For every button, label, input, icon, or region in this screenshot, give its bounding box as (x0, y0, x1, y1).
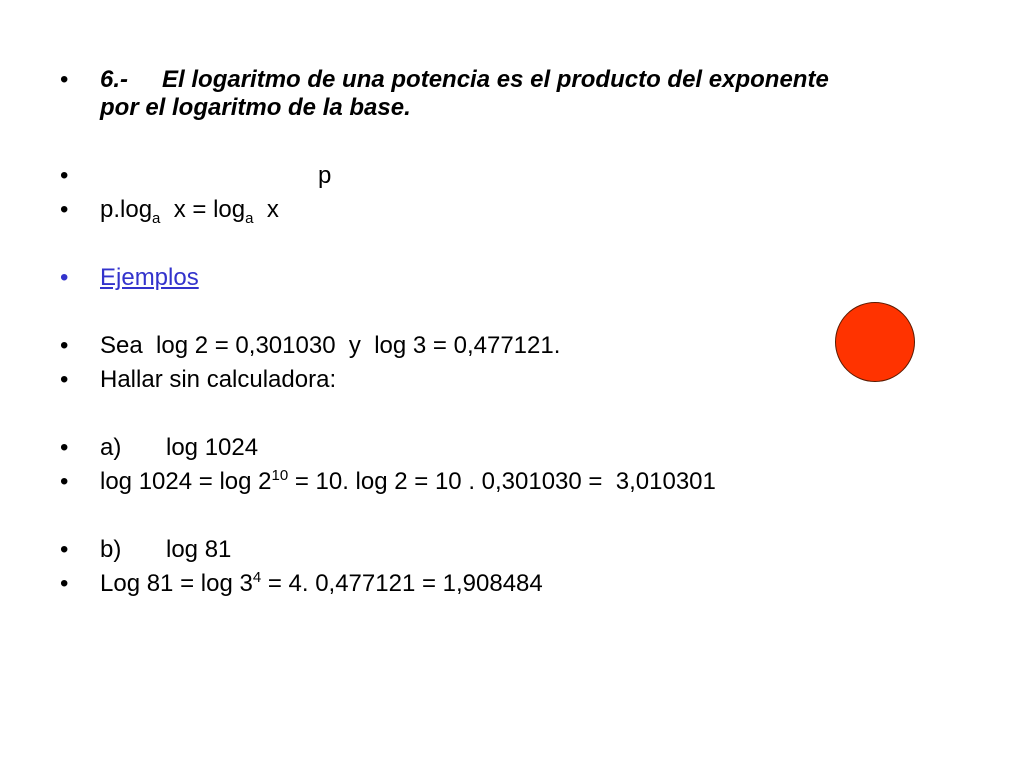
formula-left-prefix: p.log (100, 196, 153, 223)
bullet: • (60, 536, 69, 563)
bullet: • (60, 434, 69, 461)
heading-line1-text: El logaritmo de una potencia es el producto del exponente (162, 66, 829, 93)
heading-number: 6.- (100, 66, 129, 93)
bullet: • (60, 468, 69, 495)
part-b-solution-post: = 4. 0,477121 = 1,908484 (261, 570, 543, 597)
formula-arg-1: x (173, 196, 186, 223)
heading-line2-text: por el logaritmo de la base. (100, 94, 411, 121)
formula-base-1: a (152, 210, 161, 227)
given-text: Sea log 2 = 0,301030 y log 3 = 0,477121. (100, 332, 561, 359)
part-b-solution-exp: 4 (252, 569, 262, 586)
bullet: • (60, 332, 69, 359)
bullet: • (60, 162, 69, 189)
part-a-expr: log 1024 (166, 434, 259, 461)
part-a-solution-exp: 10 (271, 467, 289, 484)
formula-exponent: p (318, 162, 332, 189)
part-b-solution (100, 570, 543, 601)
bullet: • (60, 366, 69, 393)
part-b-expr: log 81 (166, 536, 232, 563)
formula-equals: = log (192, 196, 246, 223)
bullet: • (60, 66, 69, 93)
formula-text (100, 196, 279, 227)
part-b-solution-pre: Log 81 = log 3 (100, 570, 253, 597)
bullet: • (60, 264, 69, 291)
red-circle-shape[interactable] (835, 302, 915, 382)
part-a-solution-pre: log 1024 = log 2 (100, 468, 272, 495)
bullet: • (60, 196, 69, 223)
part-a-solution-post: = 10. log 2 = 10 . 0,301030 = 3,010301 (288, 468, 716, 495)
bullet: • (60, 570, 69, 597)
instruction-text: Hallar sin calculadora: (100, 366, 337, 393)
formula-base-2: a (245, 210, 254, 227)
part-a-solution (100, 468, 716, 499)
part-b-label: b) (100, 536, 122, 563)
formula-arg-2: x (266, 196, 279, 223)
part-a-label: a) (100, 434, 122, 461)
heading-text-1 (100, 66, 829, 94)
examples-link[interactable]: Ejemplos (100, 264, 199, 291)
